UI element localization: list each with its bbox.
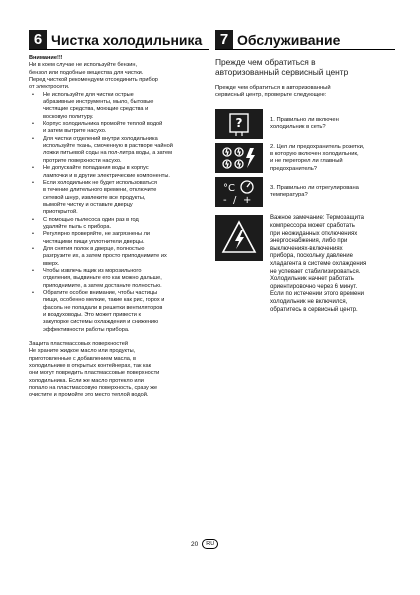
text-line: приподнимите, а затем достаньте полностью. xyxy=(43,282,162,289)
bullet-text xyxy=(43,217,139,232)
svg-text:/: / xyxy=(233,195,237,206)
note-text xyxy=(270,215,366,314)
bullet-item xyxy=(29,165,209,180)
bullet-item xyxy=(29,121,209,136)
text-line: обратитесь в сервисный центр. xyxy=(270,306,358,313)
text-line: пищи, особенно мелкие, такие как рис, горох и xyxy=(43,297,165,304)
bullet-item xyxy=(29,180,209,217)
text-line: и воздуховоды. Это может привести к xyxy=(43,312,141,319)
bullet-dot: • xyxy=(32,165,34,172)
check-text xyxy=(270,117,339,132)
text-line: Не допускайте попадания воды в корпус xyxy=(43,165,149,172)
bullet-dot: • xyxy=(32,121,34,128)
svg-text:°C: °C xyxy=(223,183,235,195)
bullet-text xyxy=(43,246,167,268)
bullet-item xyxy=(29,268,209,290)
text-line: Регулярно проверяйте, не загрязнены ли xyxy=(43,231,151,238)
text-line: Чтобы извлечь ящик из морозильного xyxy=(43,267,142,274)
text-line: Для снятия полок в дверце, полностью xyxy=(43,245,145,252)
text-line: авторизованный сервисный центр xyxy=(215,67,349,77)
cleaning-text xyxy=(29,55,209,400)
cleaning-bullets xyxy=(29,92,209,334)
text-line: Корпус холодильника промойте теплой водой xyxy=(43,121,163,128)
protect-title: Защита пластмассовых поверхностей xyxy=(29,341,128,348)
cleaning-intro xyxy=(29,62,209,91)
bullet-text xyxy=(43,231,150,246)
fuse-icon xyxy=(215,143,263,173)
bullet-dot: • xyxy=(32,290,34,296)
bullet-dot: • xyxy=(32,135,34,142)
section-title: Чистка холодильника xyxy=(51,31,203,48)
question-plug-icon xyxy=(215,109,263,139)
text-line: сервисный центр, проверьте следующее: xyxy=(215,92,327,99)
text-line: в течение длительного времени, отключите xyxy=(43,187,157,194)
bullet-item xyxy=(29,136,209,165)
bullet-text xyxy=(43,180,157,217)
text-line: хладагента в системе охлаждения xyxy=(270,260,367,267)
text-line: бензол или подобные вещества для чистки. xyxy=(29,69,144,76)
check-text xyxy=(270,185,359,200)
important-note xyxy=(215,215,395,314)
bullet-text xyxy=(43,121,162,136)
bullet-text xyxy=(43,165,170,180)
text-line: прибора, поскольку давление xyxy=(270,253,353,260)
text-line: Для чистки отделений внутри холодильника xyxy=(43,135,158,142)
service-subheading xyxy=(215,57,395,77)
text-line: при неожиданных отключениях xyxy=(270,230,358,237)
bullet-text xyxy=(43,268,162,290)
text-line: удаляйте пыль с прибора. xyxy=(43,223,112,230)
page-number: 20 xyxy=(191,540,199,548)
text-line: чистящими пищи уплотнители дверцы. xyxy=(43,238,145,245)
bullet-dot: • xyxy=(32,267,34,274)
bullet-dot: • xyxy=(32,245,34,252)
attention-label: Внимание!!! xyxy=(29,55,63,61)
thermostat-icon xyxy=(215,177,263,207)
text-line: Холодильник начнет работать xyxy=(270,276,354,283)
text-line: приготовленные с добавлением масла, в xyxy=(29,355,136,362)
text-line: холодильник в сеть? xyxy=(270,124,326,131)
text-line: сетевой шнур, извлеките все продукты, xyxy=(43,194,146,201)
text-line: не успевает стабилизироваться. xyxy=(270,268,361,275)
bullet-text xyxy=(43,92,153,121)
text-line: энергоснабжения, либо при xyxy=(270,238,348,245)
check-item xyxy=(215,143,395,173)
bullet-item xyxy=(29,92,209,121)
bullet-dot: • xyxy=(32,91,34,98)
check-text xyxy=(270,144,364,173)
bullet-dot: • xyxy=(32,179,34,186)
bullet-item xyxy=(29,290,209,334)
text-line: они могут повредить пластмассовые поверхности xyxy=(29,370,160,377)
service-section-header xyxy=(215,30,395,50)
text-line: закупорке системы охлаждения и снижению xyxy=(43,319,159,326)
text-line: лампочки и в другие электрические компоненты. xyxy=(43,172,170,179)
svg-text:?: ? xyxy=(235,116,243,131)
text-line: выключениях-включениях xyxy=(270,245,343,252)
section-number: 6 xyxy=(29,30,47,49)
text-line: Перед чисткой рекомендуем отсоединить прибор xyxy=(29,77,158,84)
text-line: восковую политуру. xyxy=(43,113,94,120)
text-line: приоткрытой. xyxy=(43,209,78,216)
bullet-item xyxy=(29,231,209,246)
power-warning-icon xyxy=(215,215,263,261)
text-line: от электросети. xyxy=(29,84,70,91)
text-line: Обратите особое внимание, чтобы частицы xyxy=(43,290,158,296)
text-line: используйте ткань, смоченную в растворе чайной xyxy=(43,143,173,150)
text-line: попало на пластмассовую поверхность, сразу же xyxy=(29,385,158,392)
protect-text xyxy=(29,348,209,399)
text-line: отделения, выдвиньте его как можно дальше, xyxy=(43,275,162,282)
text-line: 2. Цел ли предохранитель розетки, xyxy=(270,143,365,150)
bullet-text xyxy=(43,290,164,334)
check-item xyxy=(215,177,395,207)
text-line: Не храните жидкое масло или продукты, xyxy=(29,348,136,355)
cleaning-section-header xyxy=(29,30,209,50)
text-line: предохранитель? xyxy=(270,165,318,172)
service-section xyxy=(215,30,395,314)
text-line: и не перегорел ли главный xyxy=(270,158,343,165)
language-badge: RU xyxy=(202,539,218,549)
text-line: Прежде чем обратиться в xyxy=(215,57,316,67)
text-line: фасоль не попадали в решетки вентиляторов xyxy=(43,304,163,311)
page-footer xyxy=(191,539,218,549)
text-line: Не используйте для чистки острые xyxy=(43,91,134,98)
bullet-item xyxy=(29,217,209,232)
text-line: температура? xyxy=(270,192,308,199)
text-line: холодильника. Если же масло протекло или xyxy=(29,377,144,384)
text-line: компрессора может сработать xyxy=(270,223,355,229)
text-line: Ни в коем случае не используйте бензин, xyxy=(29,62,138,69)
section-number: 7 xyxy=(215,30,233,49)
service-intro xyxy=(215,85,395,99)
section-title: Обслуживание xyxy=(237,31,341,48)
text-line: Прежде чем обратиться в авторизованный xyxy=(215,85,331,91)
text-line: вверх. xyxy=(43,260,60,267)
cleaning-section xyxy=(29,30,209,400)
text-line: Важное замечание: Термозащита xyxy=(270,215,364,222)
svg-text:-: - xyxy=(223,195,227,206)
bullet-dot: • xyxy=(32,216,34,223)
text-line: протрите поверхности насухо. xyxy=(43,157,122,164)
text-line: эффективности работы прибора. xyxy=(43,326,130,333)
text-line: холодильнике в открытых контейнерах, так как xyxy=(29,363,152,370)
text-line: С помощью пылесоса один раз в год xyxy=(43,216,139,223)
text-line: и затем вытрите насухо. xyxy=(43,128,107,135)
bullet-dot: • xyxy=(32,231,34,238)
text-line: 3. Правильно ли отрегулирована xyxy=(270,185,359,192)
text-line: Если холодильник не будет использоваться xyxy=(43,179,157,186)
check-item xyxy=(215,109,395,139)
text-line: 1. Правильно ли включен xyxy=(270,117,339,124)
text-line: Если по истечении этого времени xyxy=(270,291,365,298)
bullet-text xyxy=(43,136,173,165)
text-line: холодильник не включился, xyxy=(270,298,348,305)
svg-text:+: + xyxy=(243,195,252,206)
text-line: вымойте чистку и оставьте дверцу xyxy=(43,201,133,208)
bullet-item xyxy=(29,246,209,268)
text-line: абразивные инструменты, мыло, бытовые xyxy=(43,99,154,106)
text-line: разгрузите их, а затем просто приподнимите их xyxy=(43,253,167,260)
text-line: чистящие средства, моющие средства и xyxy=(43,106,149,113)
text-line: ориентировочно через 6 минут. xyxy=(270,283,358,290)
text-line: ложки питьевой соды на пол-литра воды, а затем xyxy=(43,150,172,157)
text-line: очистите и промойте это место теплой водой. xyxy=(29,392,149,399)
text-line: в которую включен холодильник, xyxy=(270,151,359,158)
